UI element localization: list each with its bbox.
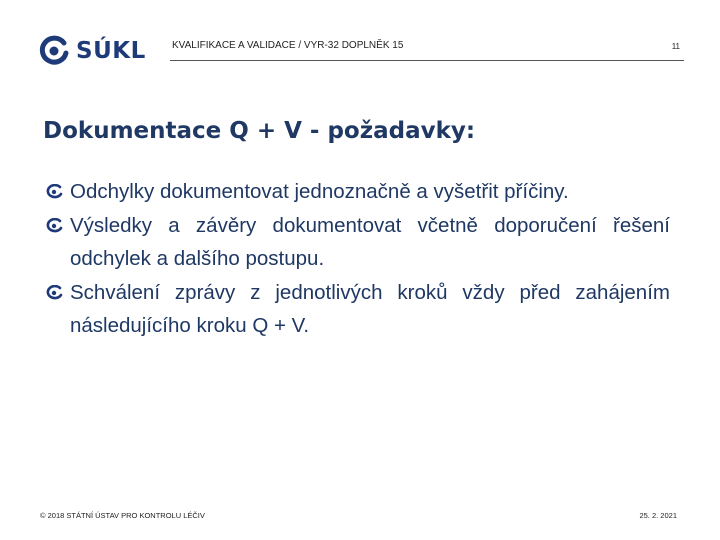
slide-title: Dokumentace Q + V - požadavky: — [43, 118, 476, 144]
bullet-text: Schválení zprávy z jednotlivých kroků vždy před zahájením následujícího kroku Q + V. — [70, 281, 670, 337]
bullet-item — [44, 175, 670, 208]
bullet-swirl-icon — [44, 218, 64, 234]
page-number: 11 — [671, 42, 680, 51]
header-title: KVALIFIKACE A VALIDACE / VYR-32 DOPLNĚK 15 — [172, 40, 404, 51]
bullet-swirl-icon — [44, 184, 64, 200]
logo-text: SÚKL — [76, 38, 146, 64]
sukl-logo — [38, 35, 146, 67]
sukl-logo-icon — [38, 35, 70, 67]
bullet-swirl-icon — [44, 285, 64, 301]
footer-copyright: © 2018 STÁTNÍ ÚSTAV PRO KONTROLU LÉČIV — [40, 511, 205, 520]
bullet-item — [44, 276, 670, 342]
bullet-item — [44, 209, 670, 275]
header-divider — [170, 60, 684, 61]
footer-date: 25. 2. 2021 — [639, 511, 677, 520]
bullet-text: Výsledky a závěry dokumentovat včetně doporučení řešení odchylek a dalšího postupu. — [70, 214, 670, 270]
bullet-list — [44, 175, 670, 343]
bullet-text: Odchylky dokumentovat jednoznačně a vyšetřit příčiny. — [70, 180, 569, 203]
